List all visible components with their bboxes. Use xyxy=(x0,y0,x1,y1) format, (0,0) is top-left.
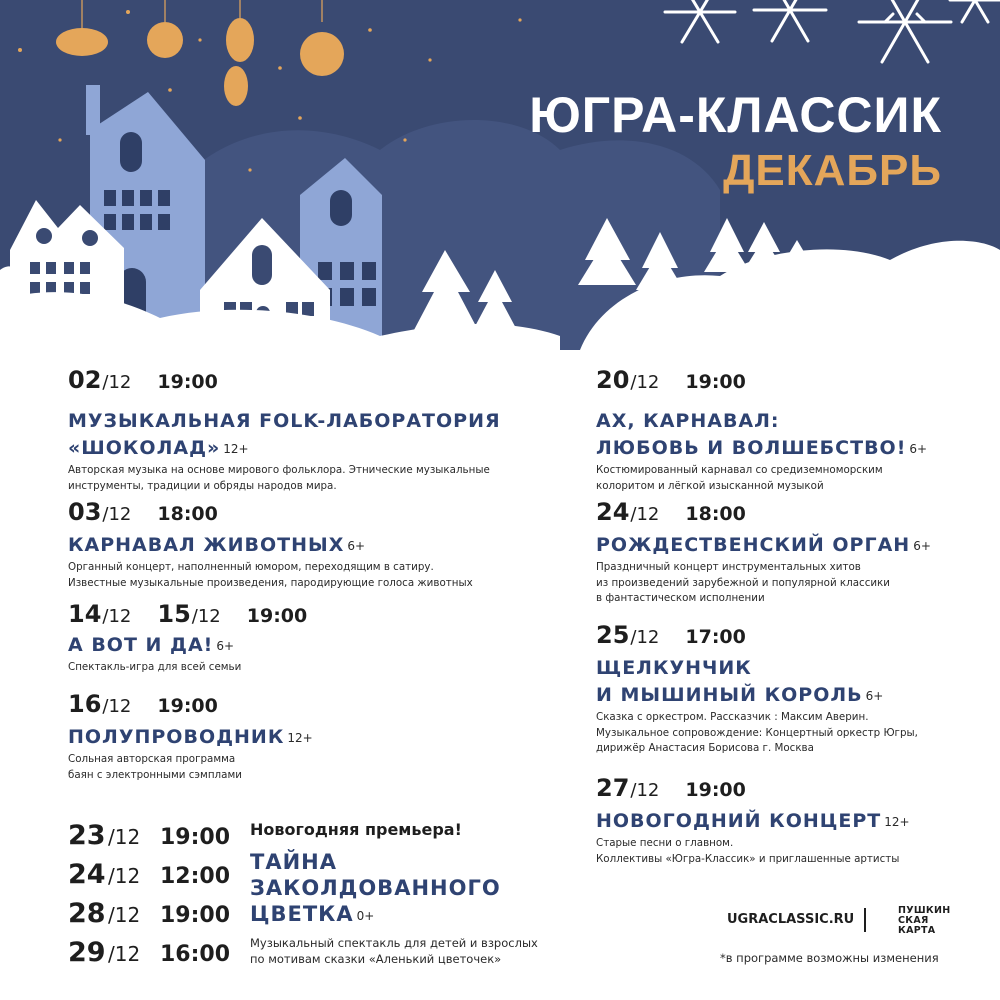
event-time: 17:00 xyxy=(685,626,746,648)
event-card xyxy=(68,366,501,494)
age-rating: 6+ xyxy=(347,539,366,553)
event-title: ЛЮБОВЬ И ВОЛШЕБСТВО! 6+ xyxy=(596,437,928,459)
footer-divider xyxy=(864,908,866,932)
event-day: 16 xyxy=(68,690,102,718)
event-title: «ШОКОЛАД» 12+ xyxy=(68,437,249,459)
event-description: баян с электронными сэмплами xyxy=(68,768,242,781)
event-description: инструменты, традиции и обряды народов мира. xyxy=(68,479,337,492)
event-month: /12 xyxy=(102,606,132,627)
event-description: Сольная авторская программа xyxy=(68,753,236,765)
event-title: РОЖДЕСТВЕНСКИЙ ОРГАН 6+ xyxy=(596,534,931,556)
event-description: дирижёр Анастасия Борисова г. Москва xyxy=(596,742,814,754)
event-title: АХ, КАРНАВАЛ: xyxy=(596,410,780,432)
pushkin-card-logo: ПУШКИН СКАЯ КАРТА xyxy=(898,905,951,936)
event-title: НОВОГОДНИЙ КОНЦЕРТ 12+ xyxy=(596,810,910,832)
event-time: 19:00 xyxy=(246,605,308,627)
premiere-lead: Новогодняя премьера! xyxy=(250,820,462,839)
event-description: колоритом и лёгкой изысканной музыкой xyxy=(596,479,824,492)
event-day: 25 xyxy=(596,621,630,649)
event-day: 27 xyxy=(596,774,630,802)
event-time: 19:00 xyxy=(157,695,218,717)
event-title: КАРНАВАЛ ЖИВОТНЫХ 6+ xyxy=(68,534,366,556)
event-month: /12 xyxy=(630,504,660,525)
event-description: Известные музыкальные произведения, пародирующие голоса животных xyxy=(68,576,473,589)
event-title: ЦВЕТКА 0+ xyxy=(250,902,375,926)
event-card xyxy=(68,498,473,591)
event-datetime xyxy=(596,621,918,649)
event-day: 15 xyxy=(157,600,191,628)
disclaimer-note: *в программе возможны изменения xyxy=(720,951,939,965)
age-rating: 6+ xyxy=(909,442,928,456)
event-time: 19:00 xyxy=(157,371,218,393)
age-rating: 12+ xyxy=(287,731,313,745)
event-month: /12 xyxy=(630,627,660,648)
premiere-date-row: 24 /12 12:00 xyxy=(68,859,231,890)
event-time: 18:00 xyxy=(157,503,218,525)
age-rating: 0+ xyxy=(356,909,375,923)
event-description: Авторская музыка на основе мирового фольклора. Этнические музыкальные xyxy=(68,464,490,476)
event-month: /12 xyxy=(102,504,132,525)
age-rating: 12+ xyxy=(884,815,910,829)
event-card xyxy=(596,774,910,867)
event-title: И МЫШИНЫЙ КОРОЛЬ 6+ xyxy=(596,684,884,706)
event-datetime xyxy=(596,366,927,394)
event-datetime xyxy=(68,690,313,718)
event-description: в фантастическом исполнении xyxy=(596,592,765,604)
premiere-dates xyxy=(68,820,230,976)
event-description: Музыкальное сопровождение: Концертный оркестр Югры, xyxy=(596,726,918,739)
event-datetime xyxy=(68,366,501,394)
premiere-info xyxy=(250,820,538,967)
premiere-date-row: 29 /12 16:00 xyxy=(68,937,231,968)
event-card xyxy=(596,498,931,607)
page-subtitle: ДЕКАБРЬ xyxy=(723,146,942,195)
event-datetime xyxy=(68,600,307,628)
title-block xyxy=(529,88,942,196)
event-description: Костюмированный карнавал со средиземноморским xyxy=(596,464,883,476)
event-time: 19:00 xyxy=(685,371,746,393)
event-title: ПОЛУПРОВОДНИК 12+ xyxy=(68,726,313,748)
event-card xyxy=(68,600,307,676)
event-description: Органный концерт, наполненный юмором, переходящим в сатиру. xyxy=(68,561,434,573)
website-link[interactable]: UGRACLASSIC.RU xyxy=(727,912,855,927)
event-title: А ВОТ И ДА! 6+ xyxy=(68,634,235,656)
event-time: 18:00 xyxy=(685,503,746,525)
event-title: ЩЕЛКУНЧИК xyxy=(596,657,752,679)
event-day: 24 xyxy=(596,498,630,526)
event-description: по мотивам сказки «Аленький цветочек» xyxy=(250,952,502,966)
premiere-date-row: 23 /12 19:00 xyxy=(68,820,231,851)
event-day: 20 xyxy=(596,366,630,394)
event-month: /12 xyxy=(102,696,132,717)
page-title: ЮГРА-КЛАССИК xyxy=(529,87,942,143)
event-datetime xyxy=(596,498,931,526)
event-card xyxy=(596,366,927,494)
event-description: Праздничный концерт инструментальных хитов xyxy=(596,561,861,573)
event-description: Спектакль-игра для всей семьи xyxy=(68,661,242,673)
event-title: ТАЙНА xyxy=(250,850,337,874)
event-card xyxy=(596,621,918,757)
premiere-date-row: 28 /12 19:00 xyxy=(68,898,231,929)
age-rating: 6+ xyxy=(913,539,931,553)
event-day: 02 xyxy=(68,366,102,394)
event-card xyxy=(68,690,313,783)
event-title: МУЗЫКАЛЬНАЯ FOLK-ЛАБОРАТОРИЯ xyxy=(68,410,501,432)
event-datetime xyxy=(68,498,473,526)
age-rating: 6+ xyxy=(865,689,884,703)
event-description: Старые песни о главном. xyxy=(596,837,734,849)
event-time: 19:00 xyxy=(685,779,746,801)
age-rating: 6+ xyxy=(216,639,235,653)
event-month: /12 xyxy=(191,606,221,627)
event-description: Коллективы «Югра-Классик» и приглашенные артисты xyxy=(596,852,900,865)
event-day: 03 xyxy=(68,498,102,526)
event-month: /12 xyxy=(630,780,660,801)
event-month: /12 xyxy=(102,372,132,393)
event-month: /12 xyxy=(630,372,660,393)
event-description: Музыкальный спектакль для детей и взрослых xyxy=(250,936,538,950)
event-title: ЗАКОЛДОВАННОГО xyxy=(250,876,501,900)
event-description: из произведений зарубежной и популярной классики xyxy=(596,576,890,589)
event-day: 14 xyxy=(68,600,102,628)
event-description: Сказка с оркестром. Рассказчик : Максим Аверин. xyxy=(596,711,869,723)
event-datetime xyxy=(596,774,910,802)
age-rating: 12+ xyxy=(223,442,249,456)
